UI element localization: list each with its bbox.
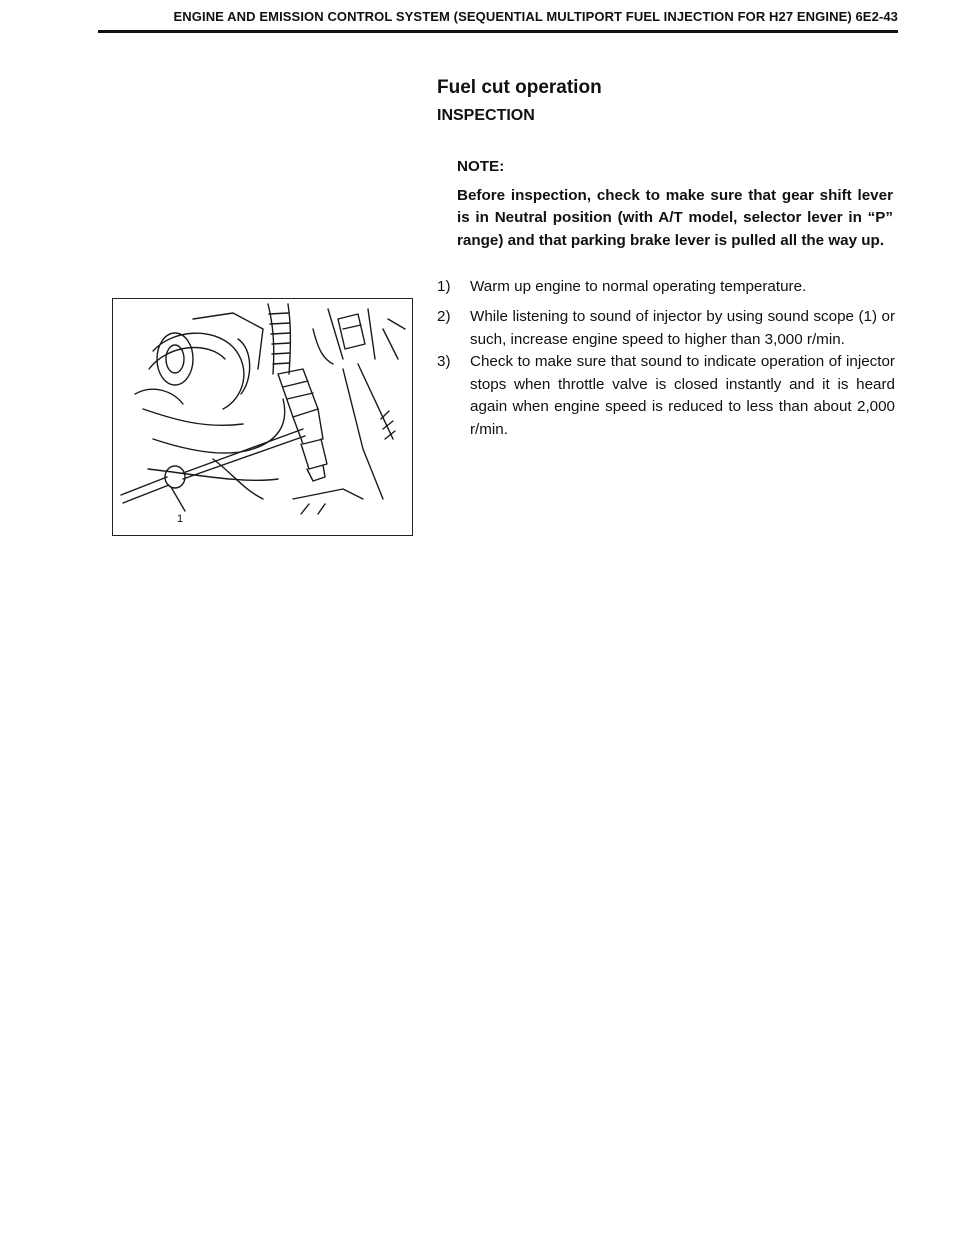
note-block	[457, 156, 893, 252]
section-subtitle: INSPECTION	[437, 107, 535, 124]
step-item	[437, 306, 895, 351]
step-number: 1)	[437, 278, 451, 295]
step-text: Warm up engine to normal operating temperature.	[470, 278, 807, 295]
figure-callout-number: 1	[177, 513, 184, 525]
step-text: While listening to sound of injector by using sound scope (1) or such, increase engine speed to higher than 3,000 r/min.	[470, 308, 895, 348]
header-rule	[98, 30, 898, 33]
section-title: Fuel cut operation	[437, 77, 602, 98]
step-item	[437, 276, 895, 299]
step-number: 3)	[437, 353, 451, 370]
note-label: NOTE:	[457, 158, 505, 175]
step-number: 2)	[437, 308, 451, 325]
running-header: ENGINE AND EMISSION CONTROL SYSTEM (SEQUENTIAL MULTIPORT FUEL INJECTION FOR H27 ENGINE) 6E2-43	[173, 9, 898, 24]
step-item	[437, 351, 895, 441]
note-text: Before inspection, check to make sure that gear shift lever is in Neutral position (with A/T model, selector lever in “P” range) and that parking brake lever is pulled all the way up.	[457, 186, 893, 249]
injector-illustration	[112, 298, 413, 536]
engine-line-drawing	[113, 299, 412, 535]
step-text: Check to make sure that sound to indicate operation of injector stops when throttle valve is closed instantly and it is heard again when engine speed is reduced to less than about 2,000 r/min.	[470, 353, 895, 438]
